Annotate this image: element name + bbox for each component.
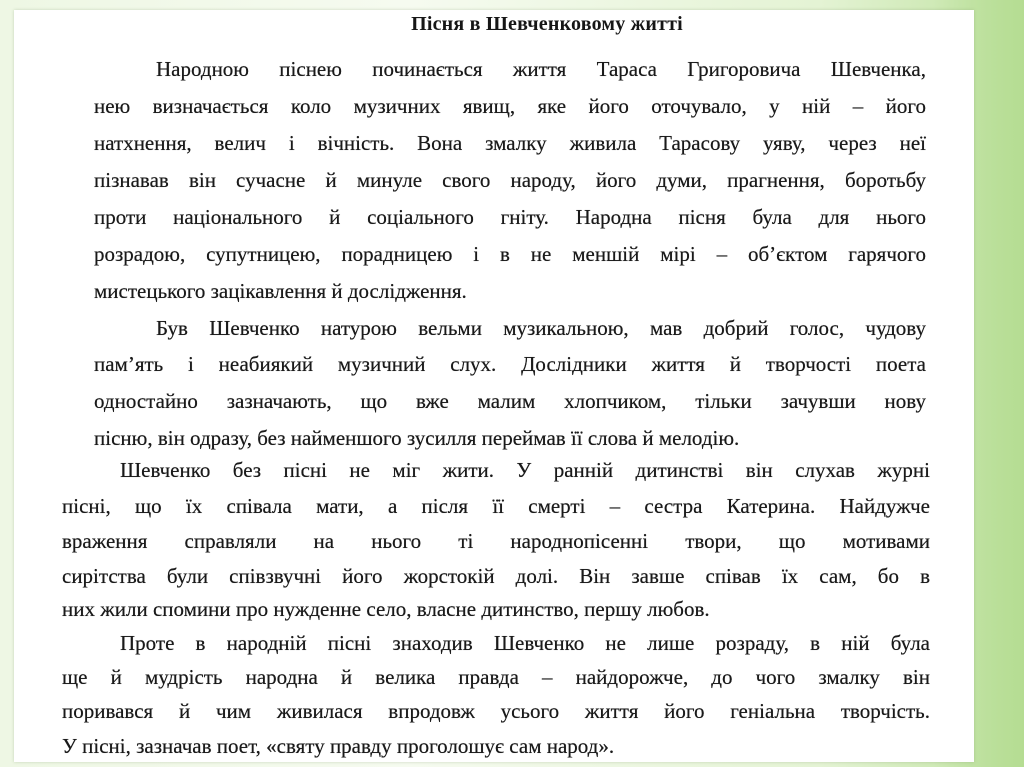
text-line: У пісні, зазначав поет, «святу правду проголошує сам народ». bbox=[62, 734, 615, 758]
text-line: пам’ять і неабиякий музичний слух. Дослідники життя й творчості поета bbox=[94, 352, 926, 376]
text-line: ще й мудрість народна й велика правда – найдорожче, до чого змалку він bbox=[62, 665, 930, 689]
text-line: одностайно зазначають, що вже малим хлопчиком, тільки зачувши нову bbox=[94, 389, 926, 413]
text-line: натхнення, велич і вічність. Вона змалку живила Тарасову уяву, через неї bbox=[94, 131, 926, 155]
text-line: Народною піснею починається життя Тараса Григоровича Шевченка, bbox=[156, 57, 926, 81]
text-line: них жили спомини про нужденне село, власне дитинство, першу любов. bbox=[62, 597, 710, 621]
text-line: враження справляли на нього ті народнопісенні твори, що мотивами bbox=[62, 529, 930, 553]
text-line: сирітства були співзвучні його жорстокій долі. Він завше співав їх сам, бо в bbox=[62, 564, 930, 588]
text-line: Проте в народній пісні знаходив Шевченко не лише розраду, в ній була bbox=[120, 631, 930, 655]
text-line: пісню, він одразу, без найменшого зусилля переймав її слова й мелодію. bbox=[94, 426, 740, 450]
text-line: мистецького зацікавлення й дослідження. bbox=[94, 279, 467, 303]
text-line: поривався й чим живилася впродовж усього життя його геніальна творчість. bbox=[62, 699, 930, 723]
text-line: проти національного й соціального гніту. Народна пісня була для нього bbox=[94, 205, 926, 229]
text-line: пісні, що їх співала мати, а після її смерті – сестра Катерина. Найдужче bbox=[62, 494, 930, 518]
text-line: Шевченко без пісні не міг жити. У ранній дитинстві він слухав журні bbox=[120, 458, 930, 482]
text-line: Був Шевченко натурою вельми музикальною, мав добрий голос, чудову bbox=[156, 316, 926, 340]
text-line: пізнавав він сучасне й минуле свого народу, його думи, прагнення, боротьбу bbox=[94, 168, 926, 192]
document-title: Пісня в Шевченковому житті bbox=[411, 13, 683, 35]
text-line: розрадою, супутницею, порадницею і в не меншій мірі – об’єктом гарячого bbox=[94, 242, 926, 266]
text-line: нею визначається коло музичних явищ, яке його оточувало, у ній – його bbox=[94, 94, 926, 118]
